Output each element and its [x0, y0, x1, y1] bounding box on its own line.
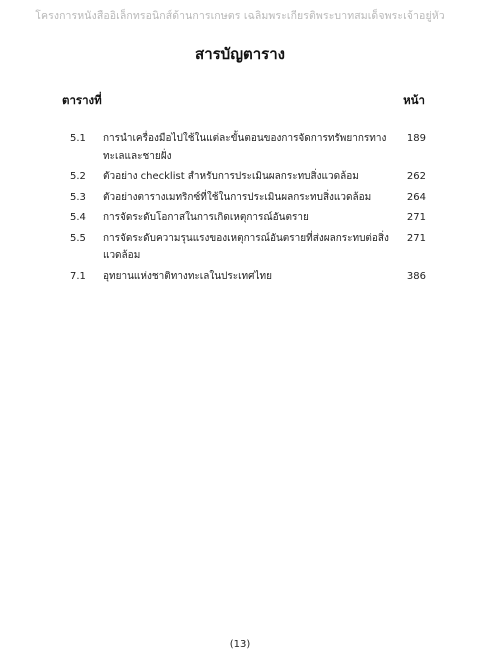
toc-row-page: 271: [406, 212, 426, 223]
toc-row-number: 5.2: [70, 171, 86, 182]
toc-row-number: 7.1: [70, 270, 86, 282]
column-header-page: หน้า: [403, 93, 425, 107]
toc-row-title: การนำเครื่องมือไปใช้ในแต่ละขั้นตอนของการจัดการทรัพยากรทางทะเลและชายฝั่ง: [103, 133, 387, 162]
page-title: สารบัญตาราง: [195, 45, 285, 63]
toc-row-page: 271: [406, 232, 426, 244]
toc-row-page: 264: [406, 191, 426, 203]
toc-row-title: ตัวอย่างตารางเมทริกซ์ที่ใช้ในการประเมินผลกระทบสิ่งแวดล้อม: [103, 191, 372, 203]
toc-row-number: 5.5: [70, 232, 86, 244]
toc-row-number: 5.1: [70, 133, 86, 144]
toc-row-title: การจัดระดับโอกาสในการเกิดเหตุการณ์อันตราย: [103, 212, 309, 223]
toc-row-number: 5.4: [70, 212, 86, 223]
page-number: (13): [229, 639, 251, 650]
table-of-tables-list: [0, 130, 480, 285]
toc-row-number: 5.3: [70, 191, 86, 203]
toc-row-title: ตัวอย่าง checklist สำหรับการประเมินผลกระทบสิ่งแวดล้อม: [103, 171, 359, 182]
toc-row-page: 189: [406, 133, 426, 144]
toc-row[interactable]: [0, 168, 480, 186]
column-header-table-number: ตารางที่: [62, 93, 102, 107]
toc-row[interactable]: [0, 268, 480, 286]
toc-row[interactable]: [0, 130, 480, 165]
toc-row-page: 386: [406, 270, 426, 282]
toc-row[interactable]: [0, 230, 480, 265]
toc-row[interactable]: [0, 189, 480, 207]
toc-row-page: 262: [406, 171, 426, 182]
toc-row-title: อุทยานแห่งชาติทางทะเลในประเทศไทย: [103, 270, 272, 282]
running-header: โครงการหนังสืออิเล็กทรอนิกส์ด้านการเกษตร เฉลิมพระเกียรติพระบาทสมเด็จพระเจ้าอยู่หัว: [35, 10, 445, 22]
toc-row-title: การจัดระดับความรุนแรงของเหตุการณ์อันตรายที่ส่งผลกระทบต่อสิ่งแวดล้อม: [103, 232, 389, 261]
toc-row[interactable]: [0, 209, 480, 227]
